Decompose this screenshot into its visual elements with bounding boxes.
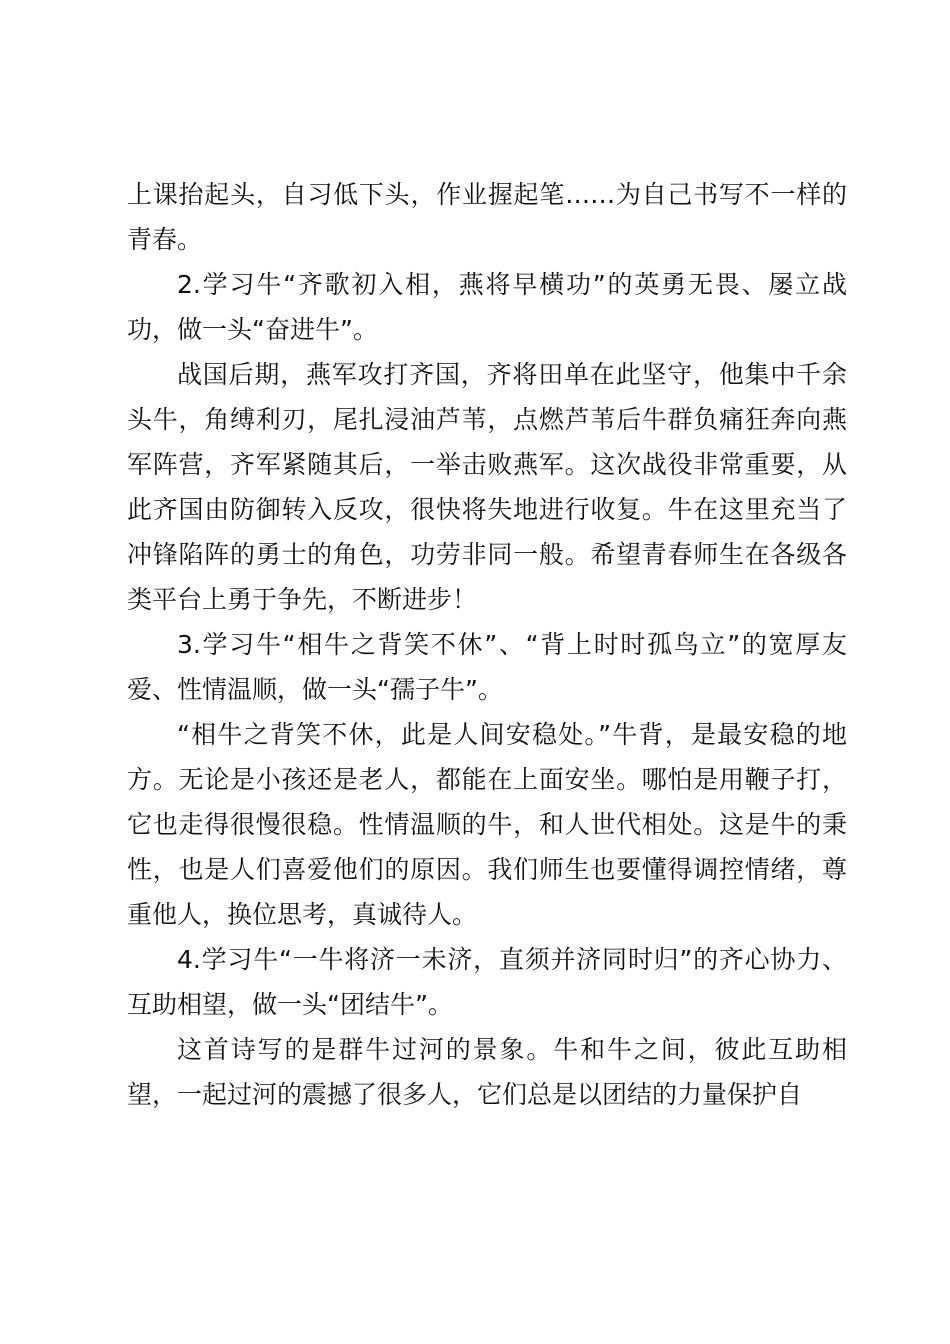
- paragraph-6-heading: 4.学习牛“一牛将济一未济，直须并济同时归”的齐心协力、互助相望，做一头“团结牛”。: [127, 945, 847, 1019]
- paragraph-2-heading: 2.学习牛“齐歌初入相，燕将早横功”的英勇无畏、屡立战功，做一头“奋进牛”。: [127, 270, 847, 344]
- paragraph-4-heading: 3.学习牛“相牛之背笑不休”、“背上时时孤鸟立”的宽厚友爱、性情温顺，做一头“孺子牛”。: [127, 630, 847, 704]
- paragraph-1: 上课抬起头，自习低下头，作业握起笔……为自己书写不一样的青春。: [127, 180, 847, 254]
- paragraph-3: 战国后期，燕军攻打齐国，齐将田单在此坚守，他集中千余头牛，角缚利刃，尾扎浸油芦苇，点燃芦苇后牛群负痛狂奔向燕军阵营，齐军紧随其后，一举击败燕军。这次战役非常重要，从此齐国由防御转入反攻，很快将失地进行收复。牛在这里充当了冲锋陷阵的勇士的角色，功劳非同一般。希望青春师生在各级各类平台上勇于争先，不断进步！: [127, 360, 847, 614]
- paragraph-5: “相牛之背笑不休，此是人间安稳处。”牛背，是最安稳的地方。无论是小孩还是老人，都能在上面安坐。哪怕是用鞭子打，它也走得很慢很稳。性情温顺的牛，和人世代相处。这是牛的秉性，也是人们喜爱他们的原因。我们师生也要懂得调控情绪，尊重他人，换位思考，真诚待人。: [127, 720, 847, 929]
- paragraph-7: 这首诗写的是群牛过河的景象。牛和牛之间，彼此互助相望，一起过河的震撼了很多人，它们总是以团结的力量保护自: [127, 1035, 847, 1109]
- document-body: [127, 172, 847, 1117]
